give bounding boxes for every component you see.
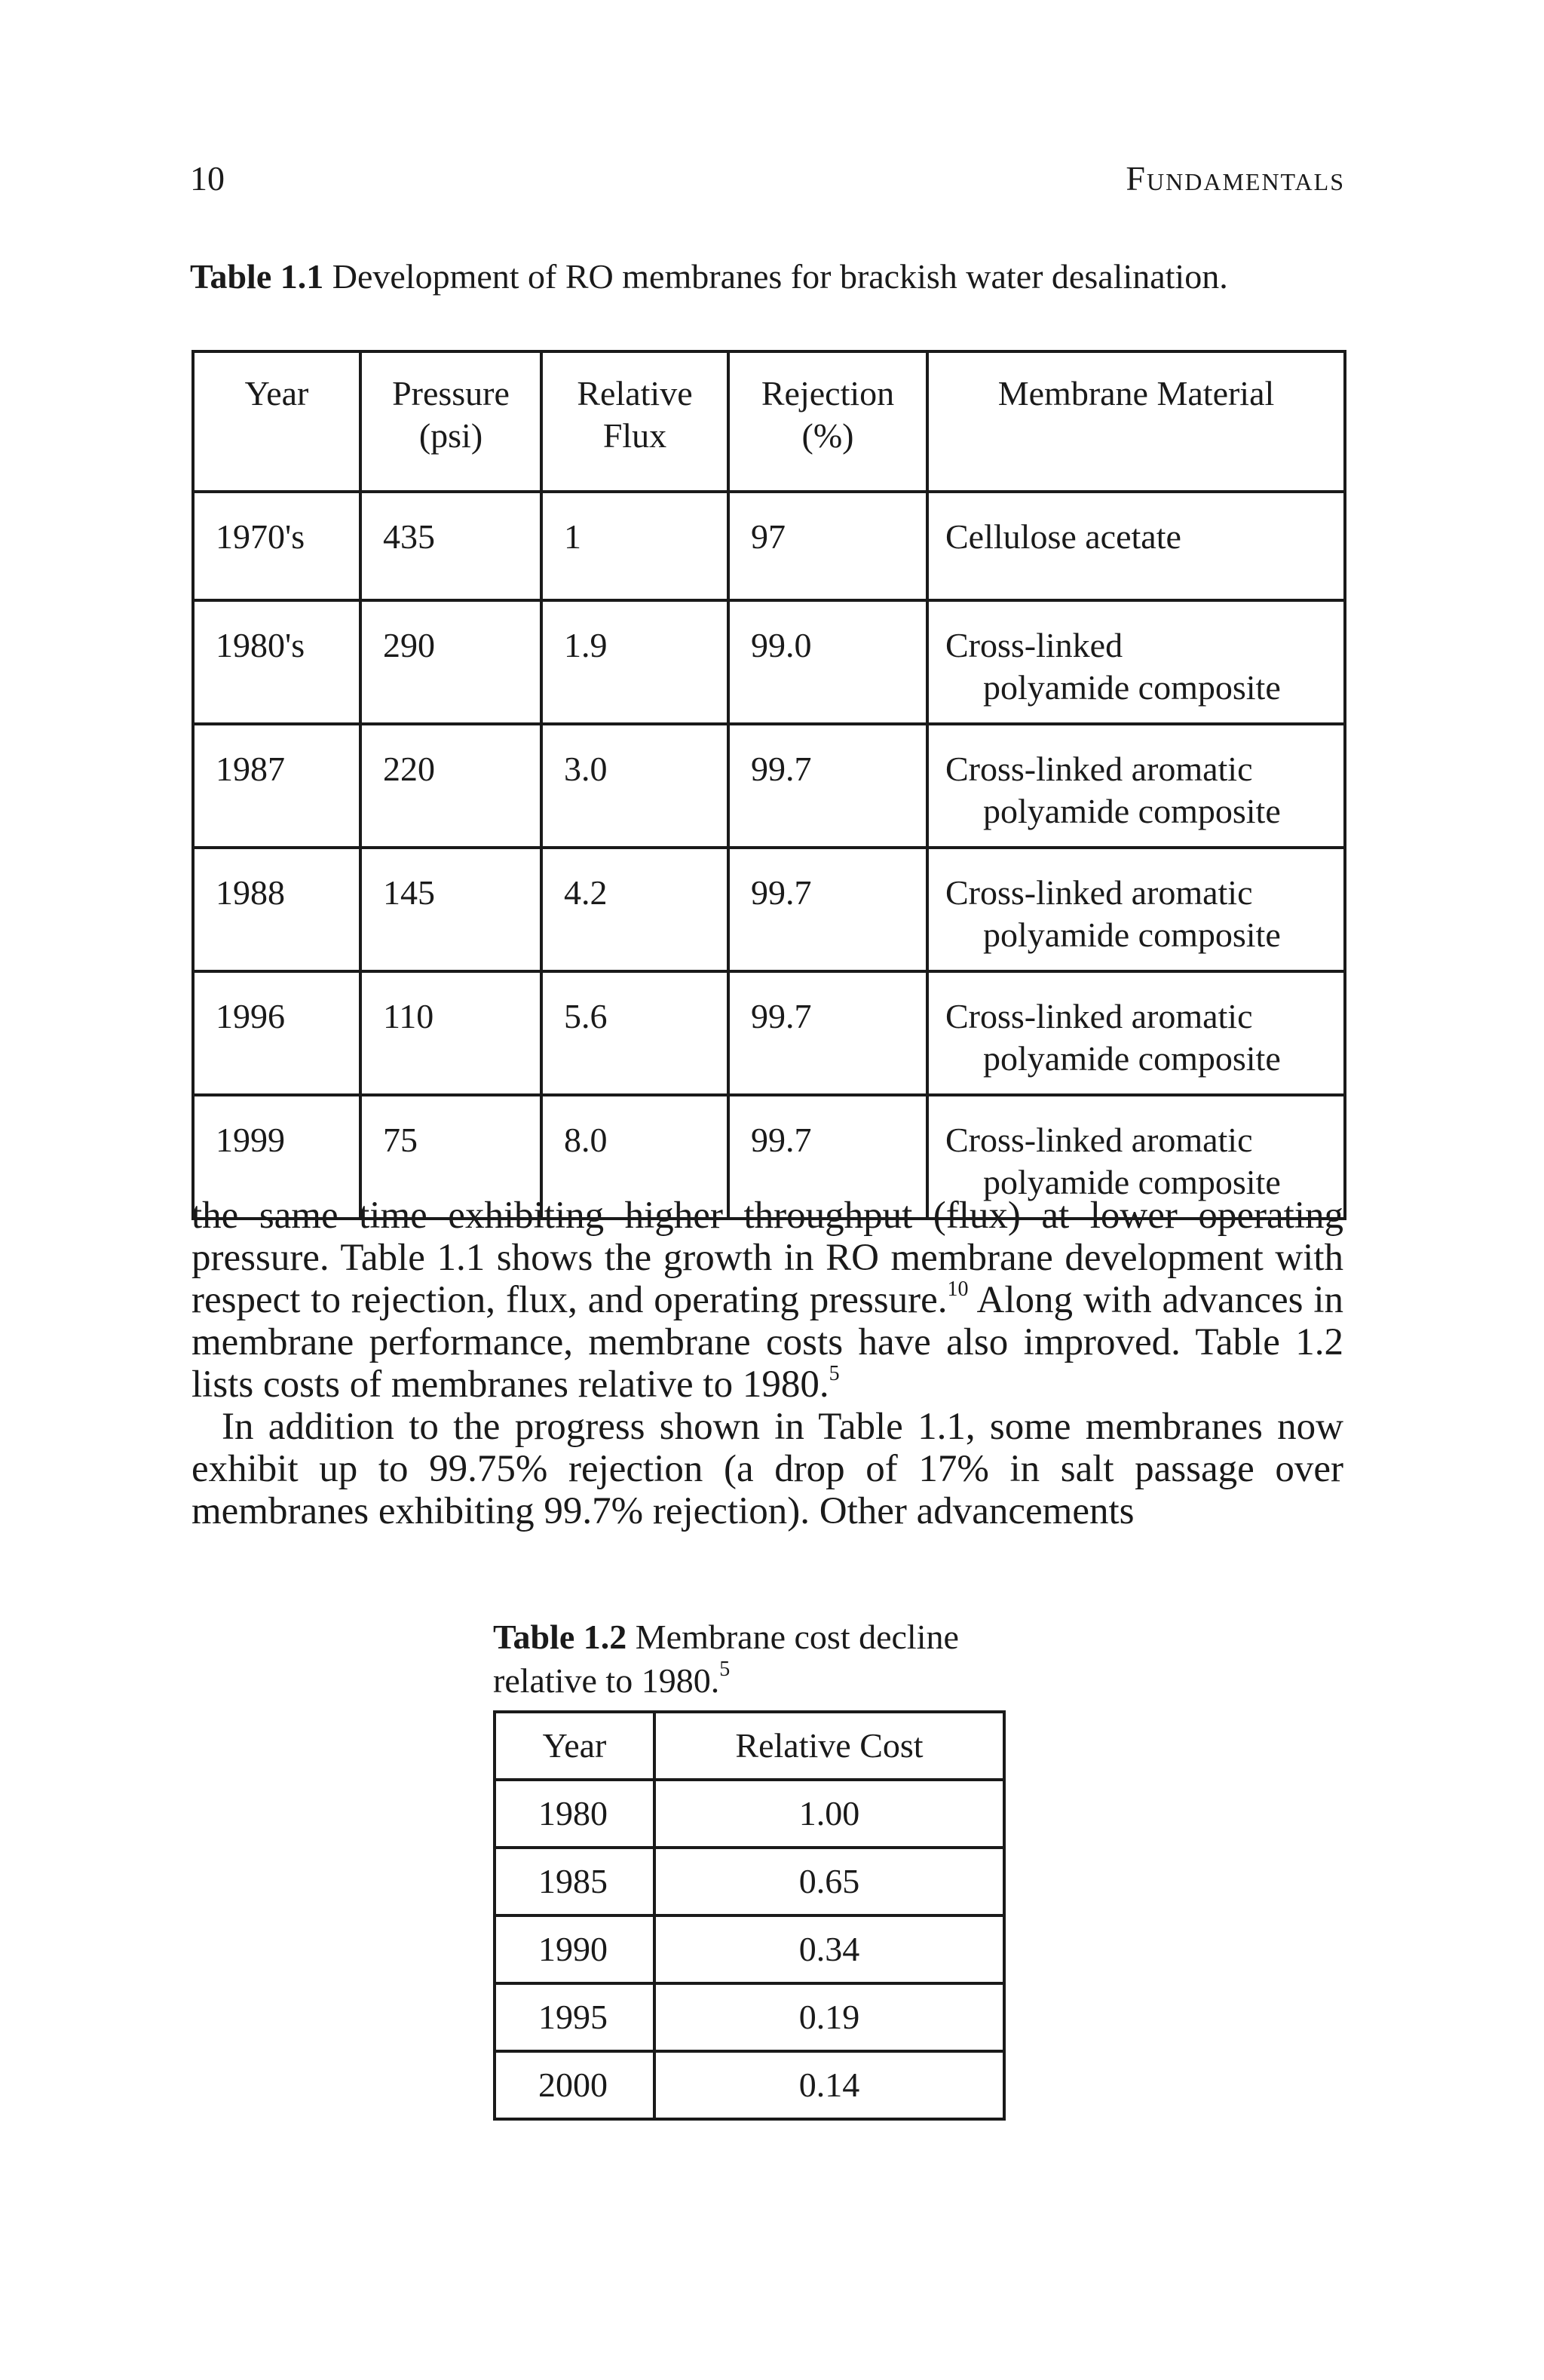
table-row: [193, 724, 1345, 848]
table-row: [495, 1983, 1004, 2051]
cell-flux: 1: [541, 492, 728, 600]
cell-rejection: 99.0: [728, 600, 927, 724]
table-1-header-row: [193, 351, 1345, 492]
cell-rejection: 99.7: [728, 1095, 927, 1219]
cell-year: 1987: [193, 724, 360, 848]
running-head: Fundamentals: [1126, 159, 1345, 198]
cell-pressure: 290: [360, 600, 541, 724]
cell-material: Cellulose acetate: [927, 492, 1345, 600]
table-1-caption: [190, 255, 1351, 299]
header-year: Year: [495, 1712, 654, 1780]
table-row: [495, 1848, 1004, 1915]
cell-year: 1985: [495, 1848, 654, 1915]
cell-year: 1970's: [193, 492, 360, 600]
table-1: [191, 350, 1346, 1220]
table-row: [193, 971, 1345, 1095]
cell-material: Cross-linked aromatic polyamide composite: [927, 1095, 1345, 1219]
table-1-label: Table 1.1: [190, 257, 324, 296]
cell-material: Cross-linked aromatic polyamide composite: [927, 724, 1345, 848]
paragraph-1: the same time exhibiting higher throughput (flux) at lower operating pressure. Table 1.1 shows the growth in RO membrane development with respect to rejection, flux, and operating pressure.$^{10}$ Along with advances in membrane performance, membrane costs have also improved. Table 1.2 lists costs of membranes relative to 1980.$^5$: [191, 1195, 1343, 1406]
table-2-label: Table 1.2: [493, 1618, 627, 1656]
cell-flux: 5.6: [541, 971, 728, 1095]
header-relative-flux: Relative Flux: [541, 351, 728, 492]
cell-flux: 4.2: [541, 848, 728, 971]
table-1-caption-text: Development of RO membranes for brackish water desalination.: [332, 257, 1228, 296]
header-pressure: Pressure (psi): [360, 351, 541, 492]
table-row: [495, 1780, 1004, 1848]
page-number: 10: [190, 159, 225, 198]
cell-rejection: 99.7: [728, 848, 927, 971]
body-text: [191, 1195, 1343, 1532]
paragraph-2: In addition to the progress shown in Table 1.1, some membranes now exhibit up to 99.75% rejection (a drop of 17% in salt passage over membranes exhibiting 99.7% rejection). Other advancements: [191, 1406, 1343, 1532]
table-2-caption-text: Membrane cost decline relative to 1980.: [493, 1618, 959, 1700]
cell-year: 1980: [495, 1780, 654, 1848]
table-row: [495, 1915, 1004, 1983]
cell-year: 1995: [495, 1983, 654, 2051]
cell-rejection: 97: [728, 492, 927, 600]
cell-pressure: 110: [360, 971, 541, 1095]
cell-flux: 3.0: [541, 724, 728, 848]
cell-pressure: 220: [360, 724, 541, 848]
cell-year: 1980's: [193, 600, 360, 724]
cell-year: 2000: [495, 2051, 654, 2119]
cell-pressure: 145: [360, 848, 541, 971]
cell-relative-cost: 0.65: [654, 1848, 1004, 1915]
header-year: Year: [193, 351, 360, 492]
cell-year: 1988: [193, 848, 360, 971]
cell-flux: 1.9: [541, 600, 728, 724]
table-2-header-row: [495, 1712, 1004, 1780]
cell-pressure: 435: [360, 492, 541, 600]
reference-marker: 10: [947, 1277, 969, 1301]
cell-year: 1996: [193, 971, 360, 1095]
cell-relative-cost: 1.00: [654, 1780, 1004, 1848]
reference-marker: 5: [719, 1658, 731, 1681]
cell-relative-cost: 0.34: [654, 1915, 1004, 1983]
header-membrane-material: Membrane Material: [927, 351, 1345, 492]
cell-year: 1990: [495, 1915, 654, 1983]
cell-relative-cost: 0.14: [654, 2051, 1004, 2119]
cell-material: Cross-linked polyamide composite: [927, 600, 1345, 724]
cell-rejection: 99.7: [728, 724, 927, 848]
table-row: [193, 492, 1345, 600]
cell-flux: 8.0: [541, 1095, 728, 1219]
cell-material: Cross-linked aromatic polyamide composite: [927, 971, 1345, 1095]
table-row: [193, 848, 1345, 971]
table-2-caption: [493, 1615, 1066, 1703]
table-2: [493, 1710, 1006, 2121]
cell-pressure: 75: [360, 1095, 541, 1219]
table-row: [495, 2051, 1004, 2119]
table-row: [193, 600, 1345, 724]
cell-material: Cross-linked aromatic polyamide composite: [927, 848, 1345, 971]
cell-rejection: 99.7: [728, 971, 927, 1095]
header-relative-cost: Relative Cost: [654, 1712, 1004, 1780]
header-rejection: Rejection (%): [728, 351, 927, 492]
cell-year: 1999: [193, 1095, 360, 1219]
reference-marker: 5: [829, 1362, 840, 1385]
cell-relative-cost: 0.19: [654, 1983, 1004, 2051]
